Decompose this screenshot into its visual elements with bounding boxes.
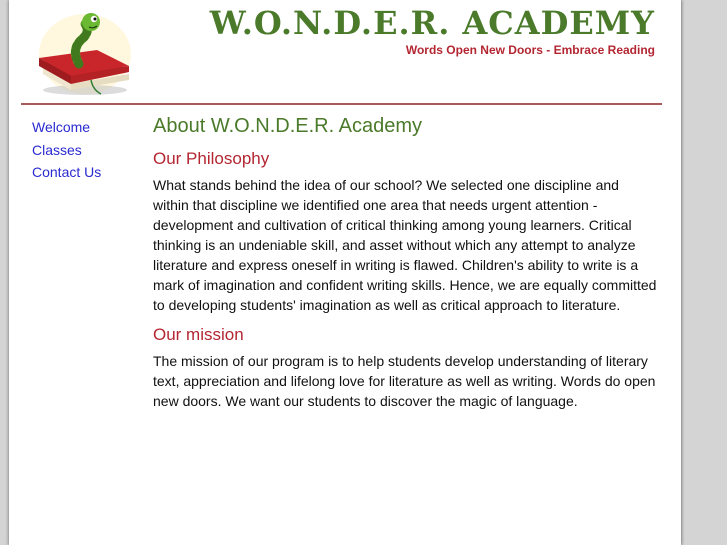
- site-tagline: Words Open New Doors - Embrace Reading: [405, 43, 655, 57]
- nav-link-welcome[interactable]: Welcome: [32, 119, 91, 135]
- philosophy-heading: Our Philosophy: [153, 149, 270, 168]
- nav-link-contact-us[interactable]: Contact Us: [32, 164, 102, 180]
- bookworm-book-logo[interactable]: [33, 6, 133, 98]
- philosophy-paragraph: What stands behind the idea of our school? We selected one discipline and within that discipline we identified one area that needs urgent attention - development and cultivation of critical thinking among young learners. Critical thinking is an undeniable skill, and asset without which any attempt to analyze literature and express oneself in writing is flawed. Children's ability to write is a mark of imagination and confident writing skills. Hence, we are equally committed to developing students' imagination as well as critical approach to literature.: [153, 177, 657, 313]
- nav-link-classes[interactable]: Classes: [32, 141, 82, 158]
- sidebar-nav: [32, 116, 142, 184]
- main-content: [153, 112, 658, 419]
- header-divider: [21, 103, 662, 105]
- mission-paragraph: The mission of our program is to help students develop understanding of literary text, appreciation and lifelong love for literature as well as writing. Words do open new doors. We want our students to discover the magic of language.: [153, 353, 656, 409]
- page-container: [9, 0, 681, 545]
- mission-heading: Our mission: [153, 325, 244, 344]
- site-header: [9, 0, 681, 104]
- site-title: W.O.N.D.E.R. ACADEMY: [209, 4, 655, 42]
- page-title: About W.O.N.D.E.R. Academy: [153, 115, 422, 137]
